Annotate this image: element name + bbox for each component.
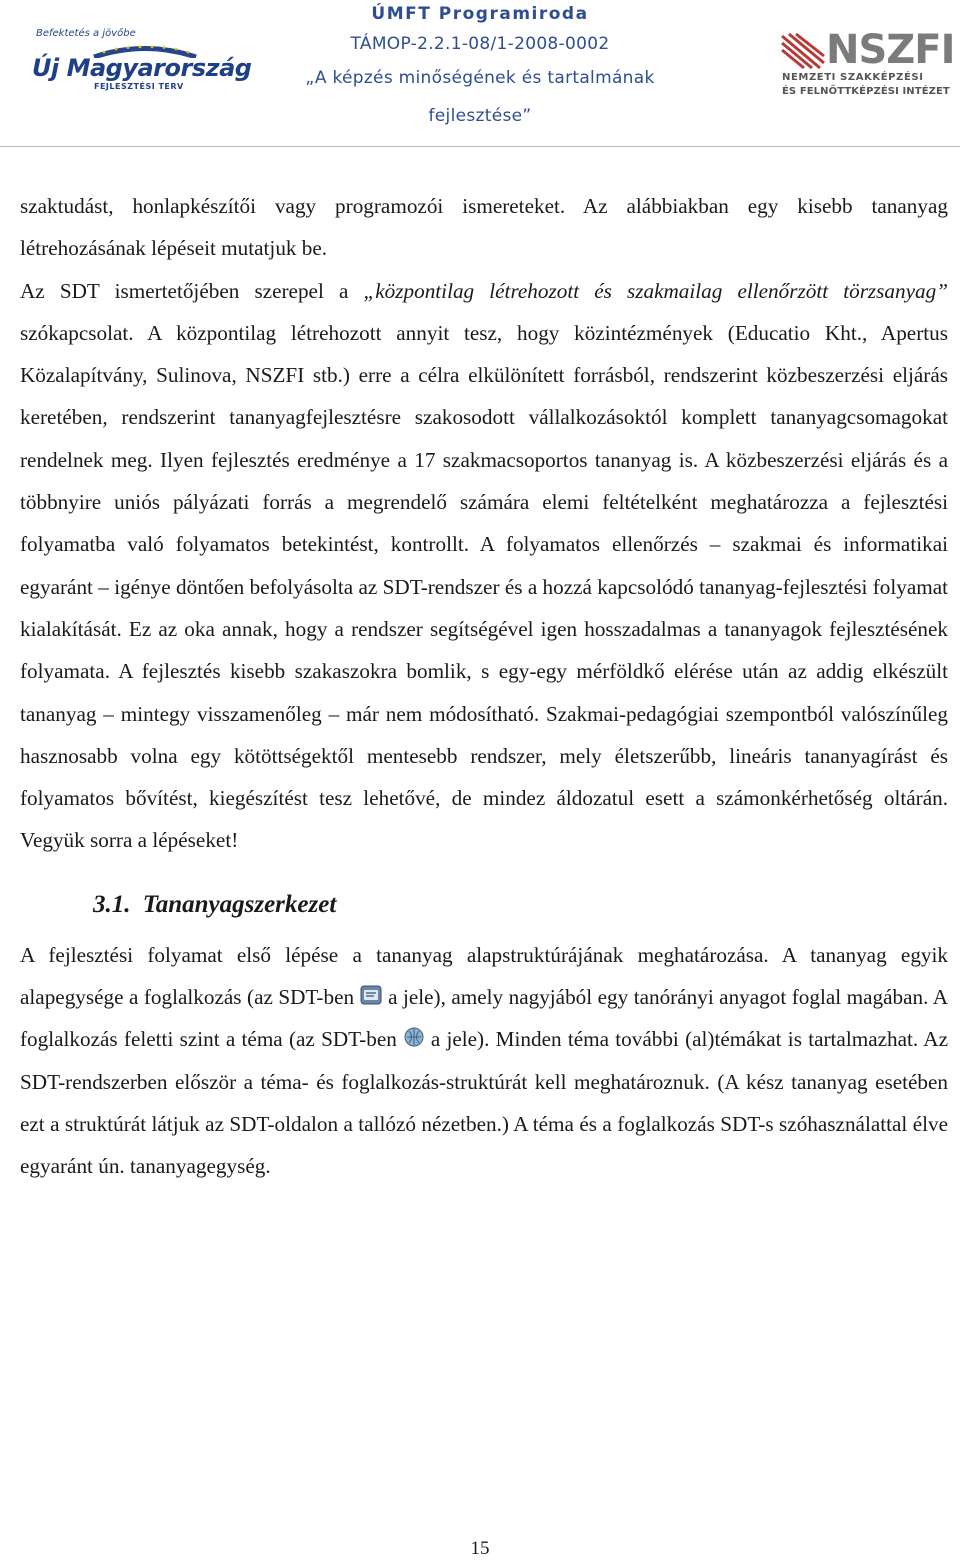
paragraph-sdt-text-b: szókapcsolat. A központilag létrehozott annyit tesz, hogy közintézmények (Educatio Kht., Apertus Közalapítvány, Sulinova, NSZFI stb.) erre a célra elkülönített forrásból, rendszerint közbeszerzési eljárás keretében, rendszerint tananyagfejlesztésre szakosodott vállalkozásoktól komplett tananyagcsomagokat rendelnek meg. Ilyen fejlesztés eredménye a 17 szakmacsoportos tananyag is. A közbeszerzési eljárás és a többnyire uniós pályázati forrás a megrendelő számára elemi feltételként meghatározza a fejlesztési folyamatba való folyamatos betekintést, kontrollt. A folyamatos ellenőrzés – szakmai és informatikai egyaránt – igénye döntően befolyásolta az SDT-rendszer és a hozzá kapcsolódó tananyag-fejlesztési folyamat kialakítását. Ez az oka annak, hogy a rendszer segítségével igen hosszadalmas a tananyagok fejlesztésének folyamata. A fejlesztés kisebb szakaszokra bomlik, s egy-egy mérföldkő elérése után az addig elkészült tananyag – mintegy visszamenőleg – már nem módosítható. Szakmai-pedagógiai szempontból valószínűleg hasznosabb volna egy kötöttségektől mentesebb rendszer, mely életszerűbb, lineáris tananyagírást és folyamatos bővítést, kiegészítést tesz lehetővé, de mindez áldozatul esett a számonkérhetőség oltárán. Vegyük sorra a lépéseket! [20, 320, 948, 853]
paragraph-structure-text-c: a jele). Minden téma további (al)témákat is tartalmazhat. Az SDT-rendszerben először a téma- és foglalkozás-struktúrát kell meghatároznuk. (A kész tananyag esetében ezt a struktúrát látjuk az SDT-oldalon a tallózó nézetben.) A téma és a foglalkozás SDT-s szóhasználattal élve egyaránt ún. tananyagegység. [20, 1027, 948, 1179]
paragraph-sdt-text-a: Az SDT ismertetőjében szerepel a [20, 278, 364, 303]
header-project-code: TÁMOP-2.2.1-08/1-2008-0002 [350, 34, 610, 54]
paragraph-sdt [20, 270, 948, 862]
lesson-icon [360, 984, 382, 1006]
uj-magyarorszag-logo [30, 26, 252, 96]
section-heading [93, 884, 948, 926]
paragraph-structure-text-a: A fejlesztési folyamat első lépése a tananyag alapstruktúrájának meghatározása. A tananyag egyik alapegysége a foglalkozás (az SDT-ben [20, 942, 948, 1010]
section-number: 3.1. [93, 890, 131, 918]
header-divider [0, 146, 960, 147]
logo-subtitle: FEJLESZTÉSI TERV [94, 82, 184, 91]
paragraph-structure [20, 934, 948, 1188]
header-office: ÚMFT Programiroda [371, 4, 589, 24]
logo-name: Új Magyarország [32, 54, 252, 82]
nszfi-stripes-icon [780, 30, 826, 70]
page-header [0, 0, 960, 148]
nszfi-name-line2: ÉS FELNŐTTKÉPZÉSI INTÉZET [782, 86, 950, 97]
nszfi-name-line1: NEMZETI SZAKKÉPZÉSI [782, 72, 924, 83]
page-number: 15 [470, 1538, 490, 1559]
header-project-title-cont: fejlesztése” [428, 106, 532, 126]
document-body [20, 185, 948, 1188]
topic-icon [403, 1026, 425, 1048]
header-project-title: „A képzés minőségének és tartalmának [305, 68, 655, 88]
nszfi-acronym: NSZFI [826, 27, 955, 73]
paragraph-sdt-emphasis: „központilag létrehozott és szakmailag ellenőrzött törzsanyag” [363, 278, 948, 303]
section-title: Tananyagszerkezet [142, 890, 337, 918]
paragraph-structure-text-b: a jele), amely nagyjából egy tanórányi anyagot foglal magában. A foglalkozás feletti szint a téma (az SDT-ben [20, 985, 948, 1052]
logo-tagline: Befektetés a jövőbe [36, 28, 136, 39]
nszfi-logo [776, 27, 955, 104]
paragraph-intro: szaktudást, honlapkészítői vagy programozói ismereteket. Az alábbiakban egy kisebb tananyag létrehozásának lépéseit mutatjuk be. [20, 194, 948, 261]
